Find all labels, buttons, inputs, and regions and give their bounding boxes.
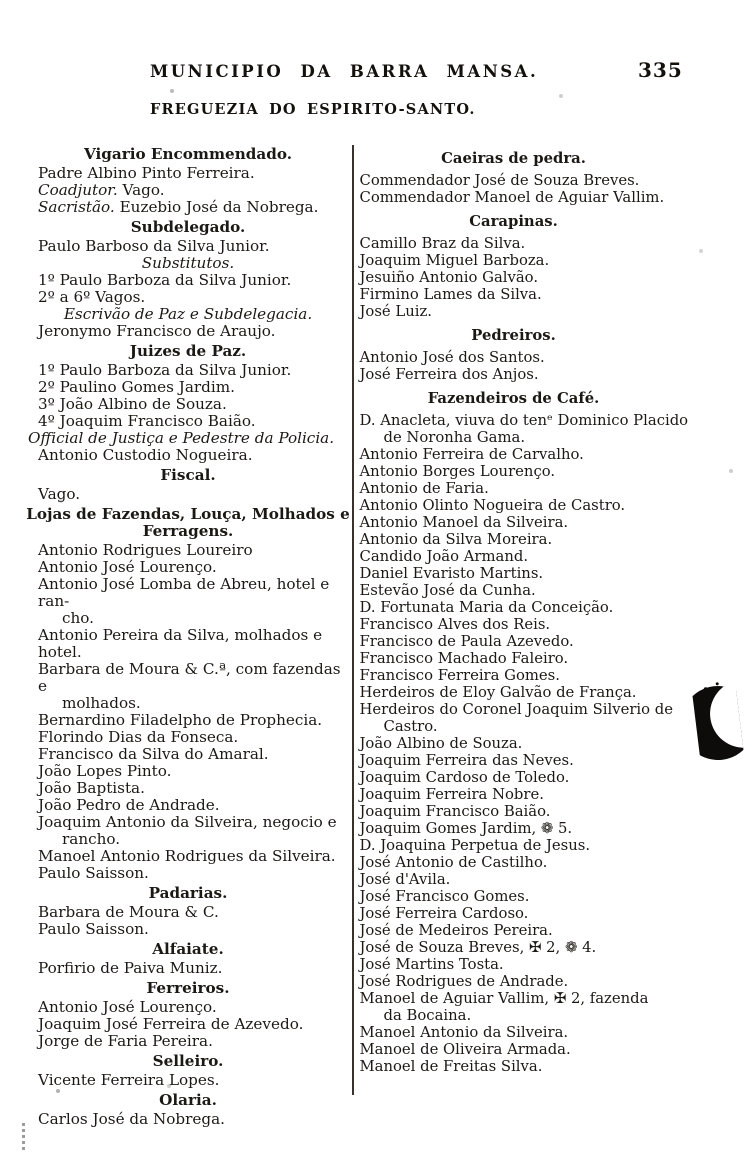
directory-entry: [358, 650, 710, 667]
entry-line: Joaquim Ferreira das Neves.: [359, 752, 574, 769]
directory-entry: [24, 921, 352, 938]
directory-entry: [24, 447, 352, 464]
entry-line: José Francisco Gomes.: [359, 888, 530, 905]
right-column: [355, 143, 710, 1075]
directory-entry: [24, 763, 352, 780]
entry-line: José Rodrigues de Andrade.: [359, 973, 569, 990]
directory-entry: [24, 182, 352, 199]
directory-entry: [358, 735, 710, 752]
entry-line: Antonio Custodio Nogueira.: [38, 446, 253, 464]
entry-line: Bernardino Filadelpho de Prophecia.: [38, 711, 323, 729]
entry-line: José Luiz.: [359, 303, 432, 320]
entry-line: João Albino de Souza.: [359, 735, 523, 752]
parish-title: FREGUEZIA DO ESPIRITO-SANTO.: [150, 101, 476, 118]
page-number: 335: [638, 58, 683, 82]
section-heading: [24, 1053, 352, 1070]
directory-entry: [358, 303, 710, 320]
directory-entry: [358, 990, 710, 1024]
entry-line: Manoel Antonio da Silveira.: [359, 1024, 569, 1041]
directory-entry: [24, 486, 352, 503]
directory-entry: [358, 752, 710, 769]
directory-entry: [358, 582, 710, 599]
entry-line: Florindo Dias da Fonseca.: [38, 728, 239, 746]
entry-line: Manoel Antonio Rodrigues da Silveira.: [38, 847, 336, 865]
directory-entry: [358, 565, 710, 582]
entry-line: D. Anacleta, viuva do tenᵉ Dominico Placido: [359, 412, 689, 429]
heading-text: Escrivão de Paz e Subdelegacia.: [63, 305, 313, 323]
directory-entry: [358, 633, 710, 650]
directory-entry: [24, 430, 352, 447]
entry-line: João Pedro de Andrade.: [38, 796, 220, 814]
directory-entry: [358, 599, 710, 616]
directory-entry: [358, 888, 710, 905]
entry-line: Antonio Manoel da Silveira.: [359, 514, 569, 531]
directory-entry: [358, 548, 710, 565]
directory-entry: [24, 542, 352, 559]
role-label-italic: Sacristão.: [38, 198, 115, 216]
directory-entry: [358, 701, 710, 735]
entry-line: Joaquim Francisco Baião.: [359, 803, 551, 820]
directory-entry: [358, 531, 710, 548]
entry-line: Joaquim Antonio da Silveira, negocio e: [38, 813, 337, 831]
heading-text: Selleiro.: [152, 1052, 224, 1070]
directory-entry: [358, 956, 710, 973]
entry-line: Official de Justiça e Pedestre da Policia.: [28, 429, 335, 447]
directory-entry: [358, 172, 710, 189]
entry-line: Manoel de Freitas Silva.: [359, 1058, 543, 1075]
section-heading: [24, 1092, 352, 1109]
entry-line: Padre Albino Pinto Ferreira.: [38, 164, 255, 182]
directory-entry: [24, 289, 352, 306]
entry-line: 2º Paulino Gomes Jardim.: [38, 378, 235, 396]
entry-line: da Bocaina.: [383, 1007, 472, 1024]
heading-text: Pedreiros.: [471, 327, 556, 344]
directory-entry: [358, 871, 710, 888]
directory-entry: [358, 616, 710, 633]
directory-entry: [358, 286, 710, 303]
directory-entry: [358, 1024, 710, 1041]
directory-entry: [24, 627, 352, 661]
directory-entry: [24, 238, 352, 255]
entry-line: Commendador José de Souza Breves.: [359, 172, 640, 189]
directory-entry: [358, 905, 710, 922]
running-header: [0, 58, 747, 92]
directory-entry: [24, 165, 352, 182]
heading-text: Fiscal.: [160, 466, 216, 484]
directory-entry: [358, 269, 710, 286]
entry-line: Antonio Ferreira de Carvalho.: [359, 446, 584, 463]
directory-entry: [24, 780, 352, 797]
entry-line: José de Souza Breves, ✠ 2, ❁ 4.: [359, 939, 597, 956]
entry-line: Manoel de Aguiar Vallim, ✠ 2, fazenda: [359, 990, 649, 1007]
entry-line: José Ferreira Cardoso.: [359, 905, 529, 922]
heading-text: Carapinas.: [469, 213, 558, 230]
section-heading: [24, 941, 352, 958]
role-label-italic: Coadjutor.: [38, 181, 118, 199]
entry-line: Paulo Saisson.: [38, 864, 149, 882]
entry-line: Joaquim Miguel Barboza.: [359, 252, 550, 269]
directory-entry: [358, 786, 710, 803]
directory-entry: [358, 497, 710, 514]
section-heading: [358, 327, 670, 344]
directory-entry: [358, 480, 710, 497]
entry-line: Carlos José da Nobrega.: [38, 1110, 226, 1128]
section-heading: [24, 506, 352, 540]
directory-entry: [358, 854, 710, 871]
entry-line: rancho.: [62, 830, 121, 848]
directory-entry: [24, 729, 352, 746]
entry-line: molhados.: [62, 694, 141, 712]
directory-entry: [24, 362, 352, 379]
entry-line: Candido João Armand.: [359, 548, 529, 565]
heading-text: Fazendeiros de Café.: [427, 390, 600, 407]
directory-entry: [24, 746, 352, 763]
directory-entry: [358, 939, 710, 956]
paper-specks: [0, 0, 2, 2]
directory-entry: [358, 769, 710, 786]
entry-line: 2º a 6º Vagos.: [38, 288, 146, 306]
heading-text: Subdelegado.: [130, 218, 246, 236]
directory-entry: [358, 252, 710, 269]
directory-entry: [358, 446, 710, 463]
directory-entry: [358, 514, 710, 531]
heading-text: Padarias.: [148, 884, 228, 902]
entry-line: Jorge de Faria Pereira.: [38, 1032, 213, 1050]
entry-line: Manoel de Oliveira Armada.: [359, 1041, 571, 1058]
entry-line: Antonio José Lourenço.: [38, 558, 217, 576]
directory-entry: [358, 667, 710, 684]
directory-entry: [24, 1111, 352, 1128]
directory-entry: [24, 559, 352, 576]
entry-line: Commendador Manoel de Aguiar Vallim.: [359, 189, 665, 206]
directory-entry: [24, 712, 352, 729]
directory-entry: [24, 576, 352, 627]
entry-line: 1º Paulo Barboza da Silva Junior.: [38, 271, 292, 289]
entry-line: Joaquim Gomes Jardim, ❁ 5.: [359, 820, 573, 837]
directory-entry: [24, 960, 352, 977]
directory-entry: [358, 463, 710, 480]
entry-line: Francisco da Silva do Amaral.: [38, 745, 269, 763]
section-subheading: [24, 306, 352, 323]
entry-line: 1º Paulo Barboza da Silva Junior.: [38, 361, 292, 379]
section-heading: [24, 467, 352, 484]
municipality-title: MUNICIPIO DA BARRA MANSA.: [150, 62, 539, 81]
entry-line: Firmino Lames da Silva.: [359, 286, 542, 303]
directory-entry: [358, 189, 710, 206]
section-heading: [358, 150, 670, 167]
directory-entry: [24, 272, 352, 289]
entry-line: Estevão José da Cunha.: [359, 582, 536, 599]
directory-entry: [358, 349, 710, 366]
heading-text: Alfaiate.: [152, 940, 224, 958]
entry-line: D. Joaquina Perpetua de Jesus.: [359, 837, 591, 854]
directory-entry: [358, 837, 710, 854]
directory-entry: [358, 366, 710, 383]
entry-line: João Baptista.: [38, 779, 145, 797]
entry-line: 3º João Albino de Souza.: [38, 395, 227, 413]
section-heading: [24, 219, 352, 236]
entry-line: Antonio José Lourenço.: [38, 998, 217, 1016]
section-heading: [24, 343, 352, 360]
left-column: [24, 143, 352, 1128]
directory-entry: [24, 199, 352, 216]
directory-entry: [24, 814, 352, 848]
entry-line: cho.: [62, 609, 94, 627]
heading-text: Ferragens.: [142, 522, 234, 540]
heading-text: Juizes de Paz.: [129, 342, 247, 360]
entry-line: José Ferreira dos Anjos.: [359, 366, 539, 383]
entry-line: Paulo Saisson.: [38, 920, 149, 938]
directory-entry: [358, 412, 710, 446]
two-column-directory: [24, 143, 710, 1128]
directory-entry: [358, 1058, 710, 1075]
entry-line: Vicente Ferreira Lopes.: [38, 1071, 220, 1089]
heading-text: Ferreiros.: [146, 979, 230, 997]
entry-line: José d'Avila.: [359, 871, 451, 888]
entry-line: D. Fortunata Maria da Conceição.: [359, 599, 614, 616]
entry-line: Paulo Barboso da Silva Junior.: [38, 237, 270, 255]
entry-line: Antonio Pereira da Silva, molhados e hotel.: [38, 626, 323, 661]
section-heading: [358, 213, 670, 230]
directory-entry: [358, 803, 710, 820]
directory-entry: [24, 1072, 352, 1089]
entry-line: Francisco Ferreira Gomes.: [359, 667, 560, 684]
entry-line: Antonio José dos Santos.: [359, 349, 545, 366]
entry-line: de Noronha Gama.: [383, 429, 526, 446]
entry-line: Antonio da Silva Moreira.: [359, 531, 553, 548]
directory-entry: [358, 1041, 710, 1058]
entry-line: Daniel Evaristo Martins.: [359, 565, 544, 582]
margin-mark-artifact: [22, 1123, 25, 1153]
entry-line: Barbara de Moura & C.: [38, 903, 219, 921]
section-heading: [358, 390, 670, 407]
entry-line: José Martins Tosta.: [359, 956, 504, 973]
entry-line: 4º Joaquim Francisco Baião.: [38, 412, 256, 430]
entry-line: Joaquim Cardoso de Toledo.: [359, 769, 570, 786]
entry-line: João Lopes Pinto.: [38, 762, 172, 780]
entry-line: Antonio Olinto Nogueira de Castro.: [359, 497, 626, 514]
directory-entry: [358, 235, 710, 252]
directory-entry: [24, 413, 352, 430]
section-heading: [24, 885, 352, 902]
directory-entry: [358, 922, 710, 939]
directory-entry: [24, 323, 352, 340]
entry-line: José Antonio de Castilho.: [359, 854, 548, 871]
entry-line: Herdeiros de Eloy Galvão de França.: [359, 684, 637, 701]
entry-line: Antonio José Lomba de Abreu, hotel e ran-: [38, 575, 330, 610]
entry-line: Antonio de Faria.: [359, 480, 489, 497]
heading-text: Olaria.: [159, 1091, 217, 1109]
ink-blob-artifact: [691, 680, 745, 767]
directory-entry: [24, 797, 352, 814]
directory-entry: [358, 684, 710, 701]
entry-line: Vago.: [38, 485, 81, 503]
entry-line: Antonio Borges Lourenço.: [359, 463, 556, 480]
section-heading: [24, 146, 352, 163]
directory-entry: [24, 379, 352, 396]
entry-line: Herdeiros do Coronel Joaquim Silverio de: [359, 701, 673, 718]
directory-entry: [358, 820, 710, 837]
directory-entry: [24, 661, 352, 712]
entry-line: Jeronymo Francisco de Araujo.: [38, 322, 276, 340]
heading-text: Lojas de Fazendas, Louça, Molhados e: [26, 505, 350, 523]
heading-text: Caeiras de pedra.: [441, 150, 586, 167]
directory-entry: [24, 1016, 352, 1033]
entry-line: Camillo Braz da Silva.: [359, 235, 526, 252]
section-subheading: [24, 255, 352, 272]
entry-line: José de Medeiros Pereira.: [359, 922, 553, 939]
directory-entry: [24, 904, 352, 921]
directory-entry: [24, 999, 352, 1016]
entry-line: Joaquim Ferreira Nobre.: [359, 786, 544, 803]
entry-line: Barbara de Moura & C.ª, com fazendas e: [38, 660, 341, 695]
directory-entry: [24, 848, 352, 865]
entry-line: Joaquim José Ferreira de Azevedo.: [38, 1015, 304, 1033]
entry-line: Porfirio de Paiva Muniz.: [38, 959, 223, 977]
entry-line: Castro.: [383, 718, 438, 735]
entry-text: Euzebio José da Nobrega.: [114, 198, 319, 216]
entry-text: Vago.: [117, 181, 165, 199]
directory-entry: [24, 865, 352, 882]
section-heading: [24, 980, 352, 997]
heading-text: Vigario Encommendado.: [83, 145, 292, 163]
entry-line: Francisco de Paula Azevedo.: [359, 633, 574, 650]
entry-line: Jesuiño Antonio Galvão.: [359, 269, 539, 286]
entry-line: Francisco Alves dos Reis.: [359, 616, 551, 633]
heading-text: Substitutos.: [141, 254, 235, 272]
directory-entry: [358, 973, 710, 990]
entry-line: Francisco Machado Faleiro.: [359, 650, 569, 667]
entry-line: Antonio Rodrigues Loureiro: [38, 541, 253, 559]
directory-entry: [24, 396, 352, 413]
column-divider-rule: [352, 145, 354, 1095]
directory-entry: [24, 1033, 352, 1050]
